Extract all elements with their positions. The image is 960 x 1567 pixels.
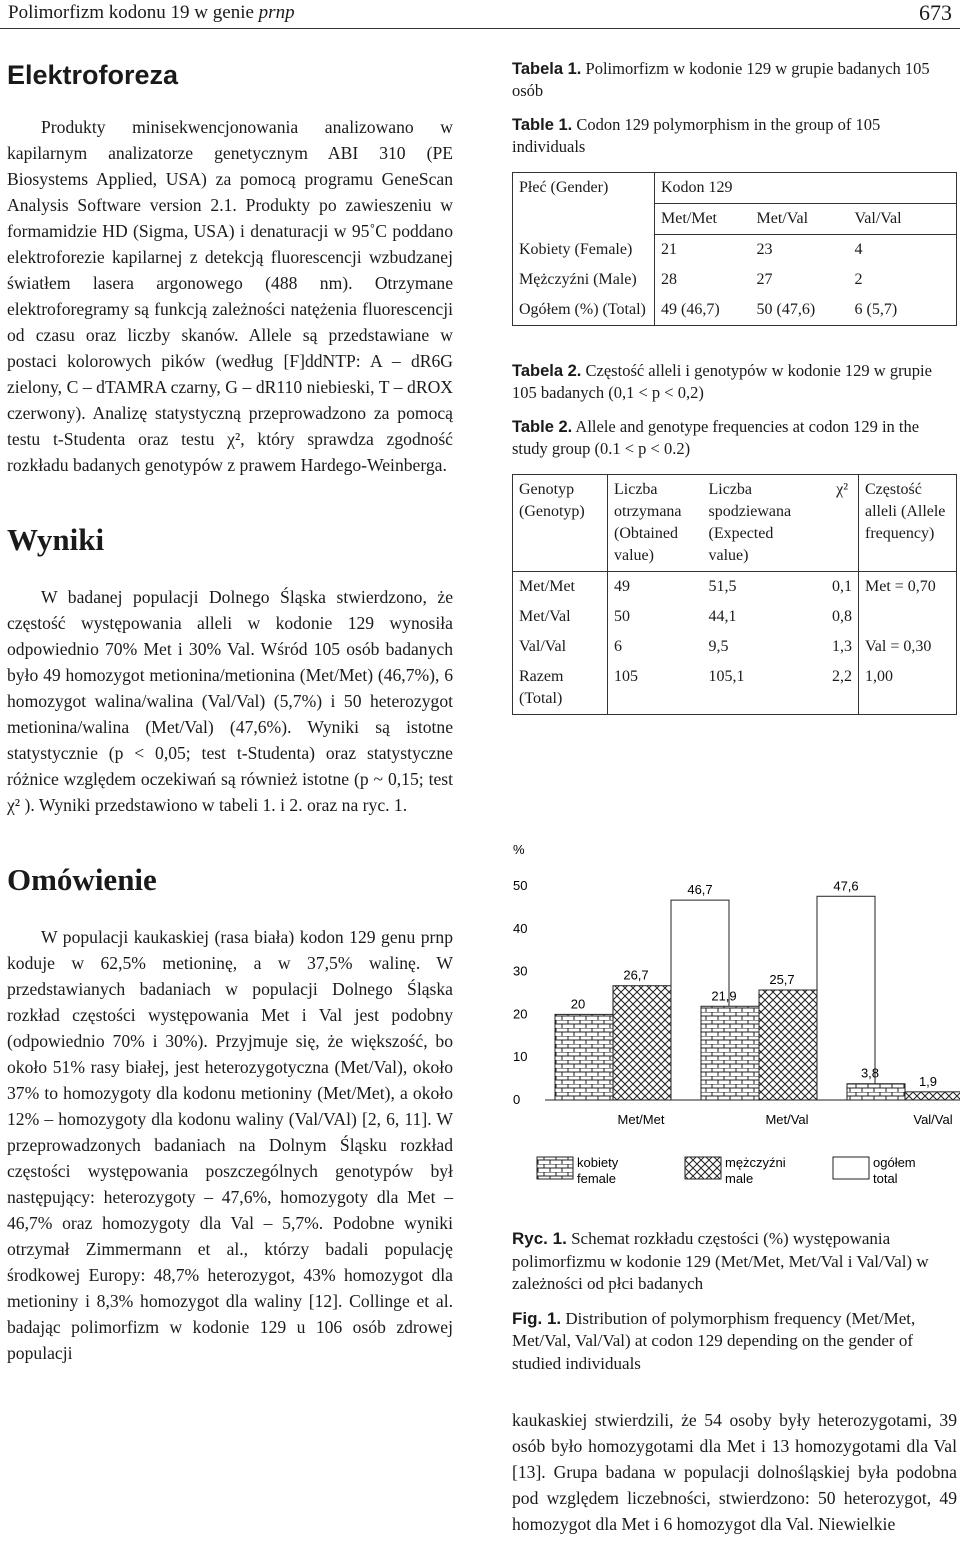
legend-swatch [537, 1157, 573, 1179]
header-rule [0, 28, 960, 29]
table2-cell: 0,8 [832, 608, 852, 625]
table1-subheader: Met/Met [655, 204, 751, 235]
paragraph-elektroforeza: Produkty minisekwencjonowania analizowano w kapilarnym analizatorze genetycznym ABI 310 (PE Biosystems Applied, USA) za pomocą programu GeneScan Analysis Software version 2.1. Produkty po zawieszeniu w formamidzie HD (Sigma, USA) i denaturacji w 95˚C poddano elektroforezie kapilarnej z detekcją fluorescencji wzbudzanej światłem lasera argonowego (488 nm). Otrzymane elektroforegramy są funkcją zależności natężenia fluorescencji od czasu oraz liczby skanów. Allele są przedstawiane w postaci kolorowych pików (według [F]ddNTP: A – dR6G zielony, C – dTAMRA czarny, G – dR110 niebieski, T – dROX czerwony). Analizę statystyczną przeprowadzono za pomocą testu t-Studenta oraz testu χ², który sprawdza zgodność rozkładu badanych genotypów z prawem Hardego-Weinberga. [7, 117, 453, 475]
table-row [513, 295, 957, 326]
table2-cell: Val/Val [513, 632, 608, 662]
page-number: 673 [919, 0, 952, 25]
table1-caption-en: Table 1. Codon 129 polymorphism in the group of 105 individuals [512, 115, 881, 156]
paragraph-continuation: kaukaskiej stwierdzili, że 54 osoby były heterozygotami, 39 osób było homozygotami dla Met i 13 homozygotami dla Val [13]. Grupa badana w populacji dolnośląskiej była podobna pod względem liczebności, stwierdzono: 50 heterozygot, 49 homozygot dla Met i 6 homozygot dla Val. Niewielkie [512, 1410, 957, 1534]
table2-cell: 1,3 [832, 638, 852, 655]
y-tick-label: 10 [513, 1049, 528, 1065]
heading-wyniki: Wyniki [7, 522, 105, 557]
table2-caption-en: Table 2. Allele and genotype frequencies at codon 129 in the study group (0.1 < p < 0.2) [512, 417, 920, 458]
y-tick-label: 40 [513, 920, 528, 936]
x-tick-label: Val/Val [913, 1112, 953, 1127]
bar [701, 1006, 759, 1100]
table1-subheader: Met/Val [751, 204, 849, 235]
table1-cell: 50 (47,6) [751, 295, 849, 326]
table-row [513, 632, 957, 662]
table1-caption-pl: Tabela 1. Polimorfizm w kodonie 129 w grupie badanych 105 osób [512, 59, 930, 100]
table2-cell: 49 [614, 578, 630, 595]
y-tick-label: 0 [513, 1092, 521, 1107]
table-row [513, 572, 957, 603]
table2-cell: 2,2 [807, 662, 859, 715]
table2-header: Liczba spodziewana (Expected value) [703, 475, 807, 572]
table1-row-label: Kobiety (Female) [513, 235, 655, 266]
table1-cell: 4 [849, 235, 957, 266]
table1 [512, 172, 957, 326]
figure-caption [512, 1228, 957, 1375]
bar [905, 1092, 960, 1100]
heading-elektroforeza: Elektroforeza [7, 60, 179, 90]
y-tick-label: 50 [513, 878, 528, 893]
heading-omowienie: Omówienie [7, 862, 157, 897]
table2-cell: Met/Val [513, 602, 608, 632]
bar [847, 1084, 905, 1100]
table1-cell: 23 [756, 241, 773, 258]
data-label: 26,7 [623, 967, 649, 983]
running-title: Polimorfizm kodonu 19 w genie prnp [8, 2, 295, 23]
figure-1-chart [505, 828, 960, 1228]
right-column [512, 58, 957, 715]
table-row [513, 602, 957, 632]
running-title-italic: prnp [258, 2, 295, 23]
table2-header: Częstość alleli (Allele frequency) [859, 475, 957, 572]
table2-cell: 105 [608, 662, 703, 715]
table2-cell: 0,1 [832, 578, 852, 595]
table2-cell: 44,1 [708, 608, 737, 625]
table2-cell: Val = 0,30 [859, 632, 957, 662]
table1-header-sex: Płeć (Gender) [513, 173, 655, 235]
figure-caption-en: Fig. 1. Distribution of polymorphism frequency (Met/Met, Met/Val, Val/Val) at codon 129 depending on the gender of studied individuals [512, 1308, 916, 1373]
table2-cell: 1,00 [859, 662, 957, 715]
data-label: 3,8 [860, 1065, 880, 1081]
figure-caption-pl: Ryc. 1. Schemat rozkładu częstości (%) występowania polimorfizmu w kodonie 129 (Met/Met, Met/Val i Val/Val) w zależności od płci badanych [512, 1229, 929, 1293]
y-tick-label: 30 [513, 963, 528, 979]
paragraph-wyniki: W badanej populacji Dolnego Śląska stwierdzono, że częstość występowania alleli w kodonie 129 wynosiła odpowiednio 70% Met i 30% Val. Wśród 105 osób badanych było 49 homozygot metionina/metionina (Met/Met) (46,7%), 6 homozygot walina/walina (Val/Val) (5,7%) i 50 heterozygot metionina/walina (Met/Val) (47,6%). Wyniki są istotne statystycznie (p < 0,05; test t-Studenta) oraz statystyczne różnice względem oczekiwań są również istotne (p ~ 0,15; test χ² ). Wyniki przedstawiono w tabeli 1. i 2. oraz na ryc. 1. [7, 587, 453, 815]
table1-row-label: Mężczyźni (Male) [513, 265, 655, 295]
table2-cell: 51,5 [708, 578, 737, 595]
table2-cell: 6 [614, 638, 622, 655]
table2-cell: 105,1 [703, 662, 807, 715]
paragraph-omowienie: W populacji kaukaskiej (rasa biała) kodon 129 genu prnp koduje w 62,5% metioninę, a w 37,5% walinę. W przedstawianych badaniach w populacji Dolnego Śląska rozkład częstości występowania Met i Val jest podobny (odpowiednio 70% i 30%). Przyjmuje się, że większość, bo około 51% rasy białej, jest heterozygotyczna (Met/Val), około 37% to homozygoty dla kodonu metioniny (Met/Met), a około 12% – homozygoty dla kodonu waliny (Val/VAl) [2, 6, 11]. W przeprowadzonych badaniach na Dolnym Śląsku rozkład częstości występowania poszczególnych genotypów był następujący: heterozygoty – 47,6%, homozygoty dla Met – 46,7% oraz homozygoty dla Val – 5,7%. Podobne wyniki otrzymał Zimmermann et al., którzy badali populację środkowej Europy: 48,7% heterozygot, 43% homozygot dla metioniny i 8,3% homozygot dla waliny [12]. Collinge et al. badając polimorfizm w kodonie 129 u 106 osób zdrowej populacji [7, 927, 453, 1363]
legend-label: ogółem [873, 1155, 916, 1170]
data-label: 46,7 [687, 882, 713, 898]
table1-cell: 28 [661, 271, 677, 288]
legend-label: mężczyźni [725, 1155, 786, 1170]
table2-cell: Met = 0,70 [859, 572, 957, 603]
table1-subheader: Val/Val [849, 204, 957, 235]
table2-cell: 50 [614, 608, 630, 625]
bar [759, 990, 817, 1100]
legend-swatch [685, 1157, 721, 1179]
table2-cell: 9,5 [708, 638, 729, 655]
table1-cell: 6 (5,7) [849, 295, 957, 326]
table1-cell: 2 [849, 265, 957, 295]
y-axis-label: % [513, 842, 525, 857]
legend-label: male [725, 1171, 754, 1186]
table-row [513, 662, 957, 715]
table2-header: Liczba otrzymana (Obtained value) [608, 475, 703, 572]
data-label: 1,9 [918, 1073, 938, 1089]
table2-caption-pl: Tabela 2. Częstość alleli i genotypów w kodonie 129 w grupie 105 badanych (0,1 < p < 0,2) [512, 361, 932, 402]
right-continuation [512, 1407, 957, 1537]
x-tick-label: Met/Val [765, 1112, 809, 1127]
data-label: 47,6 [833, 878, 859, 894]
legend-label: total [873, 1171, 898, 1186]
table1-cell: 21 [661, 241, 677, 258]
bar-chart [505, 828, 960, 1228]
table1-cell: 49 (46,7) [655, 295, 751, 326]
table1-cell: 27 [756, 271, 773, 288]
table2-cell [859, 602, 957, 632]
legend-label: kobiety [577, 1155, 619, 1170]
data-label: 25,7 [769, 972, 795, 988]
data-label: 21,9 [711, 988, 737, 1004]
legend-label: female [577, 1171, 617, 1186]
bar [555, 1014, 613, 1100]
x-tick-label: Met/Met [617, 1112, 665, 1127]
table2-header: Genotyp (Genotyp) [513, 475, 608, 572]
y-tick-label: 20 [513, 1006, 528, 1022]
data-label: 20 [570, 996, 586, 1012]
table2-cell: Razem (Total) [513, 662, 608, 715]
table1-row-label: Ogółem (%) (Total) [513, 295, 655, 326]
table1-header-codon: Kodon 129 [655, 173, 957, 204]
left-column [7, 60, 453, 1366]
table2-header: χ² [807, 475, 859, 572]
table-row [513, 235, 957, 266]
table-row [513, 265, 957, 295]
bar [613, 986, 671, 1100]
table2-cell: Met/Met [513, 572, 608, 603]
table2 [512, 474, 957, 715]
legend-swatch [833, 1157, 869, 1179]
